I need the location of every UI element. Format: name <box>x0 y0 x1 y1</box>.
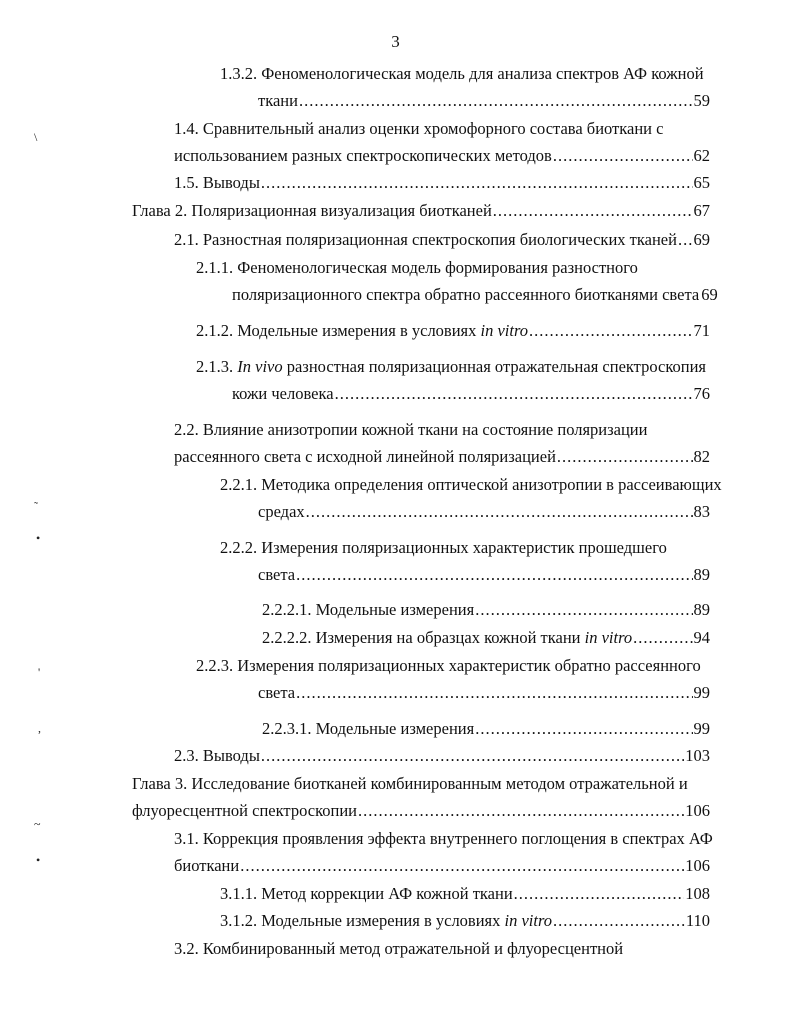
toc-entry[interactable] <box>132 801 710 821</box>
toc-e2-line1: 1.4. Сравнительный анализ оценки хромофорного состава биоткани с <box>174 119 664 138</box>
toc-e7-italic: in vitro <box>480 321 529 340</box>
toc-entry[interactable] <box>262 719 710 739</box>
toc-e8-italic: In vivo <box>237 357 283 376</box>
leader-dots <box>299 91 693 111</box>
toc-e10-page: 83 <box>693 502 710 521</box>
toc-e14-page: 99 <box>693 683 710 702</box>
toc-e11-title: света <box>258 565 296 584</box>
toc-entry[interactable] <box>220 911 710 931</box>
toc-entry[interactable] <box>174 230 710 250</box>
toc-e1-title: ткани <box>258 91 298 110</box>
toc-e9-line1: 2.2. Влияние анизотропии кожной ткани на состояние поляризации <box>174 420 648 439</box>
toc-entry[interactable] <box>174 856 710 876</box>
toc-entry[interactable] <box>174 746 710 766</box>
toc-e8-title: кожи человека <box>232 384 334 403</box>
toc-e19-title: 3.1.1. Метод коррекции АФ кожной ткани <box>220 884 513 903</box>
toc-e15-page: 99 <box>693 719 710 738</box>
page-number: 3 <box>391 32 400 51</box>
toc-e17-line1: Глава 3. Исследование биотканей комбинированным методом отражательной и <box>132 774 688 793</box>
toc-entry[interactable] <box>132 201 710 221</box>
toc-e16-page: 103 <box>685 746 710 765</box>
toc-entry[interactable] <box>174 173 710 193</box>
toc-e18-page: 106 <box>685 856 710 875</box>
toc-e20-title: 3.1.2. Модельные измерения в условиях <box>220 911 505 930</box>
toc-e15-title: 2.2.3.1. Модельные измерения <box>262 719 475 738</box>
toc-e9-page: 82 <box>693 447 710 466</box>
toc-e7-page: 71 <box>693 321 710 340</box>
leader-dots <box>553 146 693 166</box>
toc-e9-title: рассеянного света с исходной линейной поляризацией <box>174 447 556 466</box>
toc-e6-title: поляризационного спектра обратно рассеянного биотканями света <box>232 285 700 304</box>
toc-e8-rest: разностная поляризационная отражательная спектроскопия <box>282 357 707 376</box>
toc-e20-italic: in vitro <box>504 911 553 930</box>
toc-entry[interactable] <box>258 683 710 703</box>
toc-e14-line1: 2.2.3. Измерения поляризационных характеристик обратно рассеянного <box>196 656 701 675</box>
scan-mark: ' <box>38 665 41 679</box>
toc-entry[interactable] <box>258 565 710 585</box>
leader-dots <box>493 201 693 221</box>
toc-entry[interactable] <box>258 502 710 522</box>
toc-e12-title: 2.2.2.1. Модельные измерения <box>262 600 475 619</box>
toc-e8-num: 2.1.3. <box>196 357 238 376</box>
toc-e2-page: 62 <box>693 146 710 165</box>
scan-mark: • <box>36 531 41 545</box>
toc-e7-title: 2.1.2. Модельные измерения в условиях <box>196 321 481 340</box>
toc-e12-page: 89 <box>693 600 710 619</box>
toc-e13-title: 2.2.2.2. Измерения на образцах кожной ткани <box>262 628 585 647</box>
toc-e21-line1: 3.2. Комбинированный метод отражательной и флуоресцентной <box>174 939 624 958</box>
leader-dots <box>335 384 693 404</box>
toc-e13-page: 94 <box>693 628 710 647</box>
toc-e16-title: 2.3. Выводы <box>174 746 260 765</box>
toc-entry[interactable] <box>174 447 710 467</box>
toc-e1-page: 59 <box>693 91 710 110</box>
toc-entry[interactable] <box>262 628 710 648</box>
scan-mark: \ <box>34 130 38 144</box>
leader-dots <box>475 719 692 739</box>
scan-mark: , <box>38 721 41 735</box>
toc-e19-page: 108 <box>685 884 710 903</box>
leader-dots <box>475 600 692 620</box>
scan-mark: ~ <box>34 817 41 831</box>
leader-dots <box>296 565 692 585</box>
toc-entry[interactable] <box>174 146 710 166</box>
toc-e3-page: 65 <box>693 173 710 192</box>
toc-entry[interactable] <box>262 600 710 620</box>
scan-mark: • <box>36 853 41 867</box>
leader-dots <box>514 884 685 904</box>
toc-e6-line1: 2.1.1. Феноменологическая модель формирования разностного <box>196 258 638 277</box>
toc-e10-line1: 2.2.1. Методика определения оптической анизотропии в рассеивающих <box>220 475 722 494</box>
toc-e2-title: использованием разных спектроскопических методов <box>174 146 552 165</box>
toc-e14-title: света <box>258 683 296 702</box>
toc-entry[interactable] <box>220 884 710 904</box>
toc-e5-title: 2.1. Разностная поляризационная спектроскопия биологических тканей <box>174 230 677 249</box>
toc-e10-title: средах <box>258 502 305 521</box>
leader-dots <box>553 911 685 931</box>
leader-dots <box>261 173 693 193</box>
toc-e6-page: 69 <box>701 285 718 304</box>
leader-dots <box>633 628 692 648</box>
toc-e17-page: 106 <box>685 801 710 820</box>
leader-dots <box>529 321 692 341</box>
toc-e3-title: 1.5. Выводы <box>174 173 260 192</box>
scan-mark: ˜ <box>34 499 38 513</box>
leader-dots <box>678 230 693 250</box>
toc-e18-title: биоткани <box>174 856 240 875</box>
leader-dots <box>358 801 684 821</box>
toc-e11-line1: 2.2.2. Измерения поляризационных характеристик прошедшего <box>220 538 667 557</box>
leader-dots <box>261 746 684 766</box>
toc-e1-line1: 1.3.2. Феноменологическая модель для анализа спектров АФ кожной <box>220 64 704 83</box>
leader-dots <box>296 683 692 703</box>
leader-dots <box>240 856 684 876</box>
toc-entry[interactable] <box>196 321 710 341</box>
toc-e4-title: Глава 2. Поляризационная визуализация биотканей <box>132 201 492 220</box>
toc-e18-line1: 3.1. Коррекция проявления эффекта внутреннего поглощения в спектрах АФ <box>174 829 713 848</box>
toc-entry[interactable] <box>232 285 718 305</box>
toc-e17-title: флуоресцентной спектроскопии <box>132 801 357 820</box>
toc-e11-page: 89 <box>693 565 710 584</box>
toc-e20-page: 110 <box>685 911 710 930</box>
toc-e4-page: 67 <box>693 201 710 220</box>
toc-e8-line1 <box>196 357 706 377</box>
leader-dots <box>557 447 693 467</box>
leader-dots <box>306 502 693 522</box>
toc-entry[interactable] <box>232 384 710 404</box>
toc-e13-italic: in vitro <box>584 628 633 647</box>
toc-e8-page: 76 <box>693 384 710 403</box>
toc-e5-page: 69 <box>693 230 710 249</box>
toc-entry[interactable] <box>258 91 710 111</box>
